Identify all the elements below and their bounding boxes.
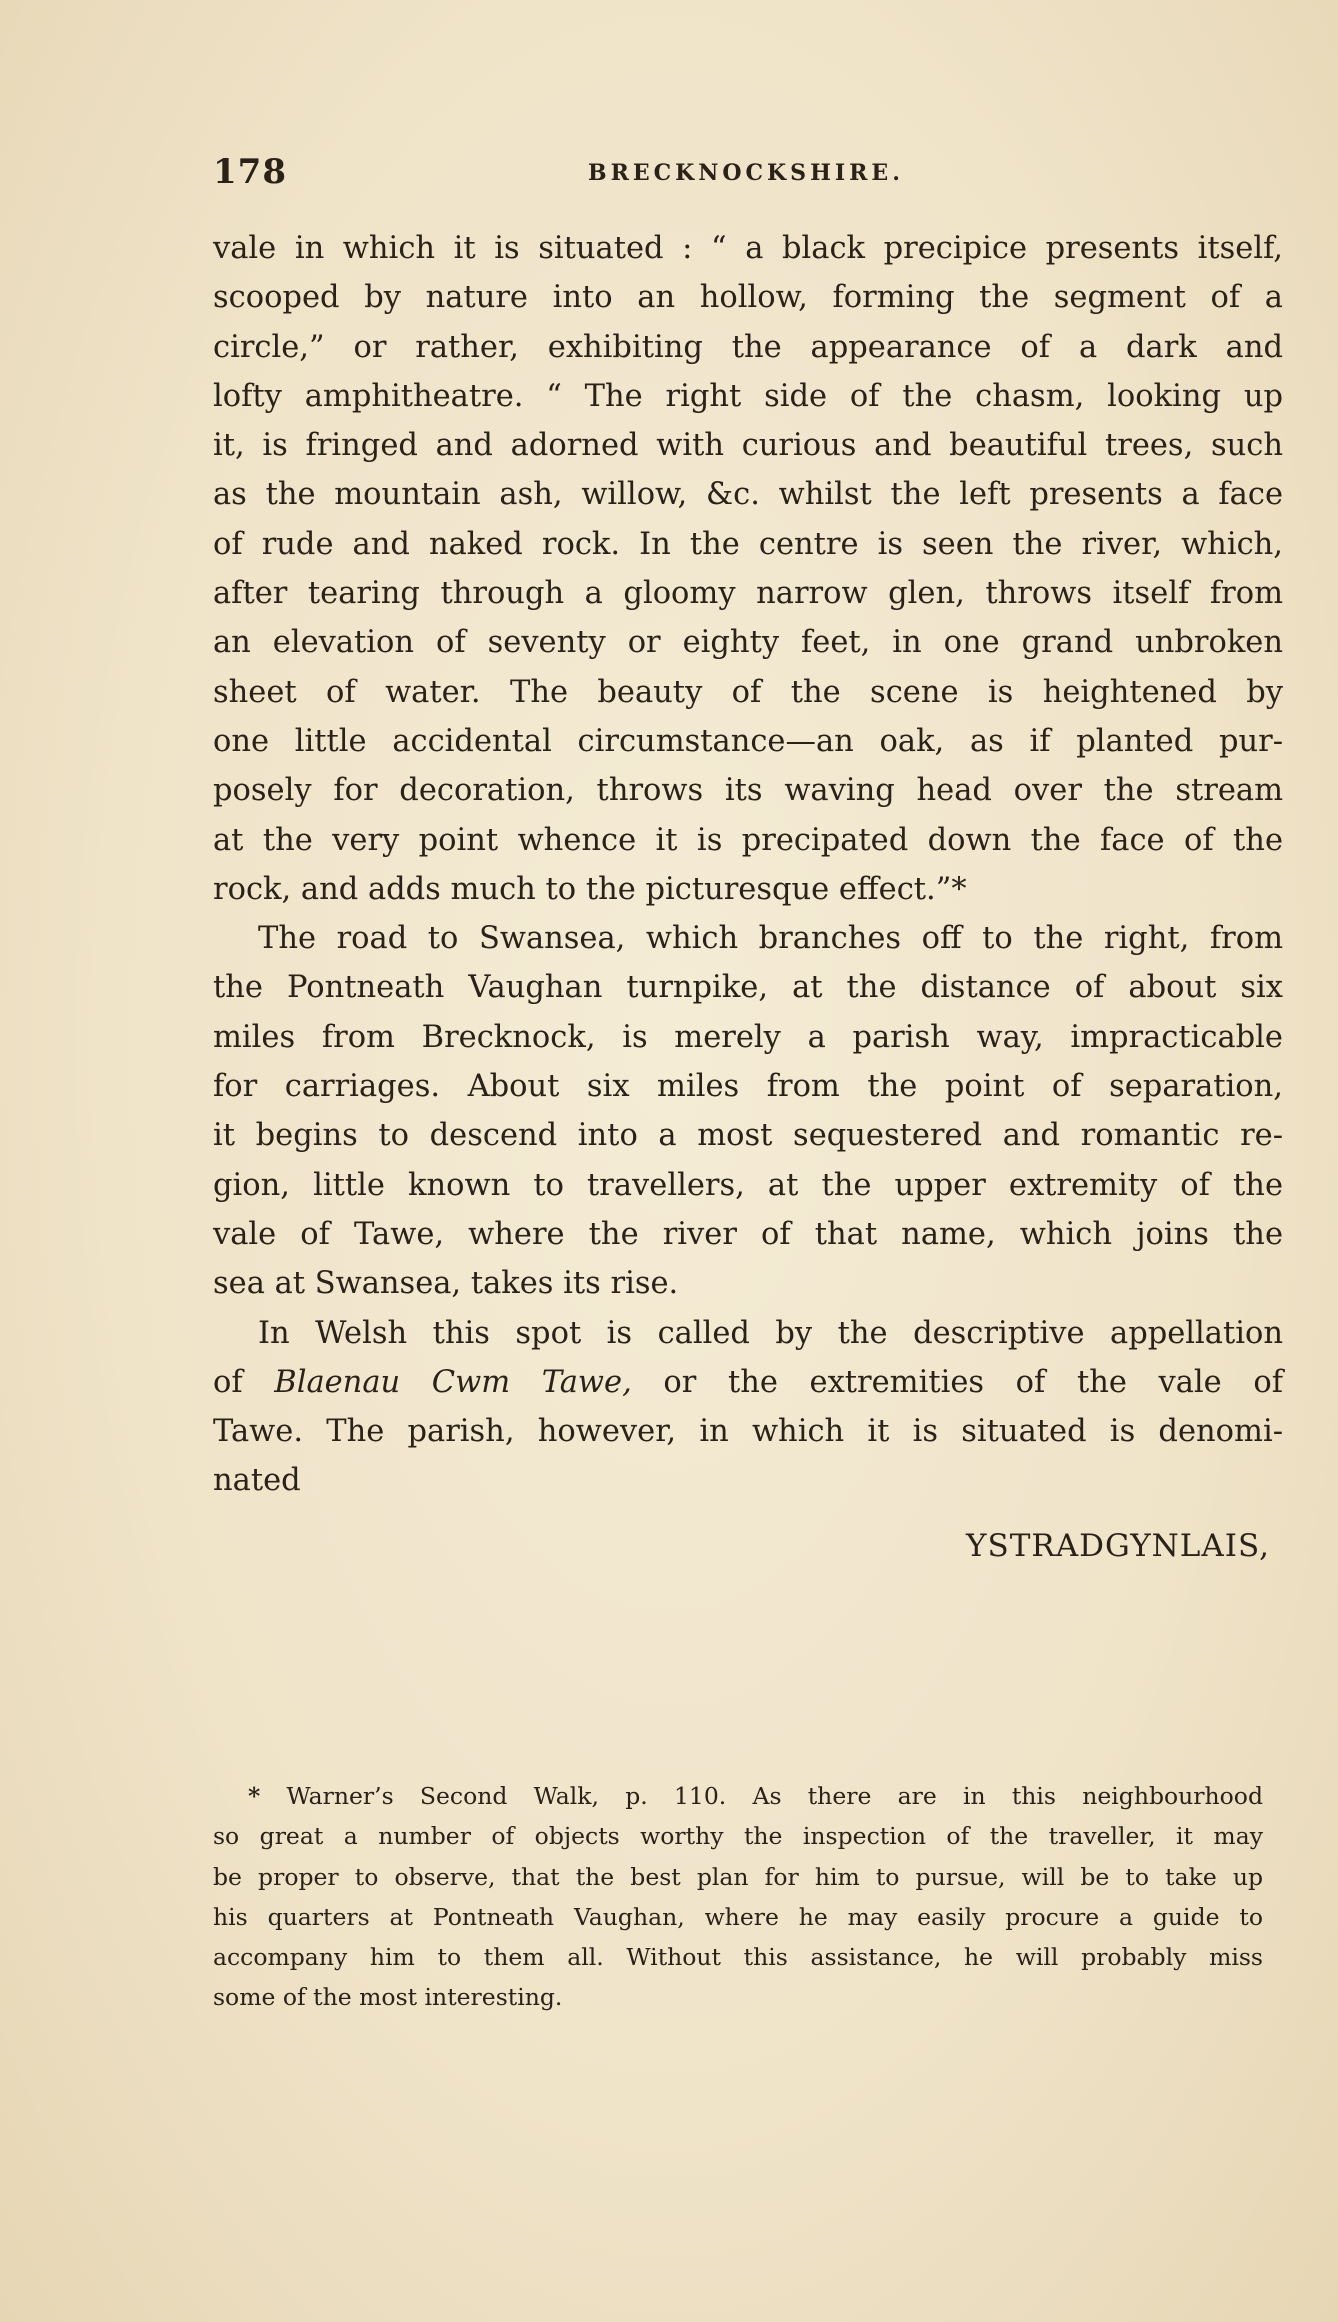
running-head: BRECKNOCKSHIRE. — [588, 160, 904, 186]
body-line: the Pontneath Vaughan turnpike, at the distance of about six — [213, 970, 1283, 1006]
footnote-line: some of the most interesting. — [213, 1983, 563, 2012]
italic-line-after: or the extremities of the vale of — [631, 1364, 1283, 1400]
body-line: vale in which it is situated : “ a black precipice presents itself, — [213, 231, 1283, 266]
body-line: for carriages. About six miles from the point of separation, — [213, 1069, 1283, 1105]
body-line: Tawe. The parish, however, in which it is situated is denomi- — [213, 1414, 1283, 1450]
body-line: nated — [213, 1463, 301, 1499]
body-line: circle,” or rather, exhibiting the appearance of a dark and — [213, 329, 1283, 365]
footnote — [213, 1776, 1263, 2018]
body-line: sea at Swansea, takes its rise. — [213, 1266, 679, 1302]
body-line: miles from Brecknock, is merely a parish way, impracticable — [213, 1019, 1283, 1055]
body-line-italic — [213, 1358, 1283, 1407]
body-line: it, is fringed and adorned with curious and beautiful trees, such — [213, 428, 1283, 464]
body-line: after tearing through a gloomy narrow glen, throws itself from — [213, 576, 1283, 612]
body-line: as the mountain ash, willow, &c. whilst the left presents a face — [213, 477, 1283, 513]
body-line: In Welsh this spot is called by the descriptive appellation — [258, 1315, 1283, 1351]
body-line: it begins to descend into a most sequestered and romantic re- — [213, 1118, 1283, 1154]
body-line: an elevation of seventy or eighty feet, in one grand unbroken — [213, 625, 1283, 661]
body-line: The road to Swansea, which branches off to the right, from — [258, 921, 1283, 957]
body-text — [213, 224, 1283, 1506]
body-line: posely for decoration, throws its waving head over the stream — [213, 773, 1283, 809]
body-line: one little accidental circumstance—an oak, as if planted pur- — [213, 723, 1283, 759]
body-line: lofty amphitheatre. “ The right side of the chasm, looking up — [213, 378, 1283, 414]
page-header — [213, 152, 1133, 196]
footnote-text: Warner’s Second Walk, p. 110. As there are in this neighbourhood — [286, 1782, 1263, 1810]
footnote-line: his quarters at Pontneath Vaughan, where he may easily procure a guide to — [213, 1902, 1263, 1931]
catchword: YSTRADGYNLAIS, — [966, 1528, 1270, 1564]
footnote-line — [213, 1776, 1263, 1816]
footnote-marker: * — [248, 1782, 261, 1810]
body-line: gion, little known to travellers, at the upper extremity of the — [213, 1167, 1283, 1203]
welsh-name: Blaenau Cwm Tawe, — [274, 1364, 632, 1400]
body-line: sheet of water. The beauty of the scene is heightened by — [213, 674, 1283, 710]
footnote-line: accompany him to them all. Without this assistance, he will probably miss — [213, 1943, 1263, 1972]
body-line: vale of Tawe, where the river of that name, which joins the — [213, 1216, 1283, 1252]
footnote-line: be proper to observe, that the best plan for him to pursue, will be to take up — [213, 1862, 1263, 1891]
body-line: scooped by nature into an hollow, forming the segment of a — [213, 280, 1283, 316]
body-line: of rude and naked rock. In the centre is seen the river, which, — [213, 526, 1283, 562]
page-number: 178 — [213, 152, 287, 192]
italic-line-before: of — [213, 1364, 275, 1400]
body-line: at the very point whence it is precipated down the face of the — [213, 822, 1283, 858]
footnote-line: so great a number of objects worthy the inspection of the traveller, it may — [213, 1822, 1263, 1851]
body-line: rock, and adds much to the picturesque effect.”* — [213, 871, 967, 907]
